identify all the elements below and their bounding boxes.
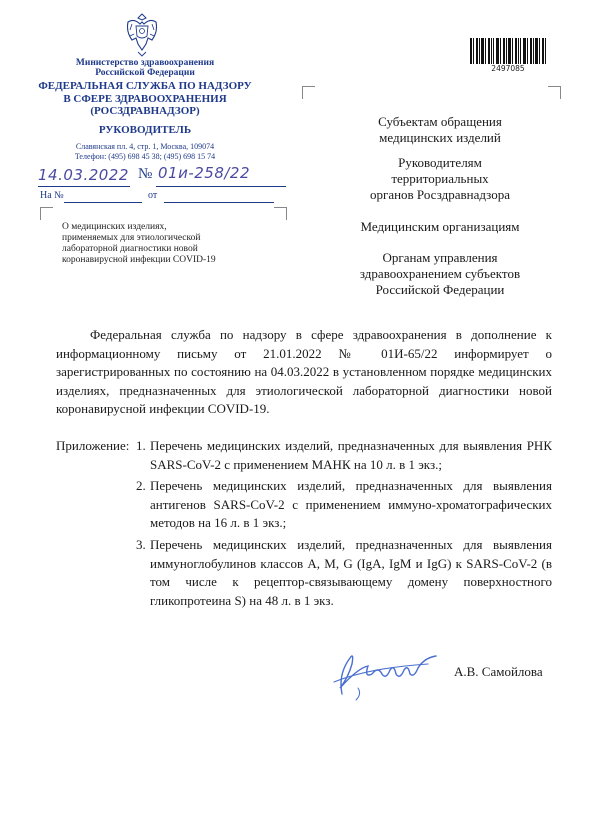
reference-prefix: На № bbox=[40, 190, 64, 201]
number-sign: № bbox=[138, 166, 153, 182]
addressee-4: Органам управления здравоохранением субъектов Российской Федерации bbox=[359, 250, 521, 297]
registration-line bbox=[38, 164, 288, 192]
appendix-item-number: 2. bbox=[136, 478, 146, 493]
head-title: РУКОВОДИТЕЛЬ bbox=[98, 124, 192, 136]
appendix-item-text: Перечень медицинских изделий, предназначенных для выявления РНК SARS-CoV-2 с применением МАНК на 10 л. в 1 экз.; bbox=[150, 438, 552, 472]
registration-number: 01и-258/22 bbox=[158, 164, 251, 182]
appendix-item-2 bbox=[136, 477, 552, 533]
body-paragraph: Федеральная служба по надзору в сфере здравоохранения в дополнение к информационному письму от 21.01.2022 № 01И-65/22 информирует о зарегистрированных по состоянию на 04.03.2022 в установленном порядке медицинских изделиях, предназначенных для этиологической лабораторной диагностики новой коронавирусной инфекции COVID-19. bbox=[56, 327, 552, 417]
appendix-label: Приложение: bbox=[56, 438, 130, 453]
letter-subject: О медицинских изделиях, применяемых для этиологической лабораторной диагностики новой коронавирусной инфекции COVID-19 bbox=[62, 222, 216, 265]
addressee-1: Субъектам обращения медицинских изделий bbox=[378, 114, 502, 145]
addressee-2: Руководителям территориальных органов Росздравнадзора bbox=[369, 155, 511, 202]
service-name: ФЕДЕРАЛЬНАЯ СЛУЖБА ПО НАДЗОРУ В СФЕРЕ ЗДРАВООХРАНЕНИЯ (РОСЗДРАВНАДЗОР) bbox=[38, 80, 252, 117]
appendix-item-number: 3. bbox=[136, 537, 146, 552]
address-block: Славянская пл. 4, стр. 1, Москва, 109074 Телефон: (495) 698 45 38; (495) 698 15 74 bbox=[74, 142, 216, 161]
reference-row bbox=[40, 190, 290, 206]
appendix-item-1 bbox=[136, 437, 552, 474]
ministry-name: Министерство здравоохранения Российской Федерации bbox=[75, 58, 215, 78]
barcode-icon bbox=[470, 38, 546, 64]
appendix-item-3 bbox=[136, 536, 552, 610]
appendix-item-number: 1. bbox=[136, 438, 146, 453]
signer-name: А.В. Самойлова bbox=[454, 664, 543, 679]
addressee-bracket-right bbox=[548, 86, 561, 99]
appendix-item-text: Перечень медицинских изделий, предназначенных для выявления антигенов SARS-CoV-2 с применением иммуно-хроматографических методов на 16 л. в 1 экз.; bbox=[150, 478, 552, 531]
subject-bracket-right bbox=[274, 207, 287, 220]
subject-bracket-left bbox=[40, 207, 53, 220]
coat-of-arms-icon bbox=[120, 10, 164, 58]
handwritten-signature bbox=[328, 644, 448, 702]
addressee-3: Медицинским организациям bbox=[360, 219, 520, 234]
barcode-number: 2497085 bbox=[491, 64, 525, 73]
reference-from: от bbox=[148, 190, 158, 201]
appendix-item-text: Перечень медицинских изделий, предназначенных для выявления иммуноглобулинов классов A, M, G (IgA, IgM и IgG) к SARS-CoV-2 (в том числе к рецептор-связывающему домену поверхностного гликопротеина S) на 48 л. в 1 экз. bbox=[150, 537, 552, 608]
addressee-bracket-left bbox=[302, 86, 315, 99]
registration-date: 14.03.2022 bbox=[38, 166, 129, 184]
